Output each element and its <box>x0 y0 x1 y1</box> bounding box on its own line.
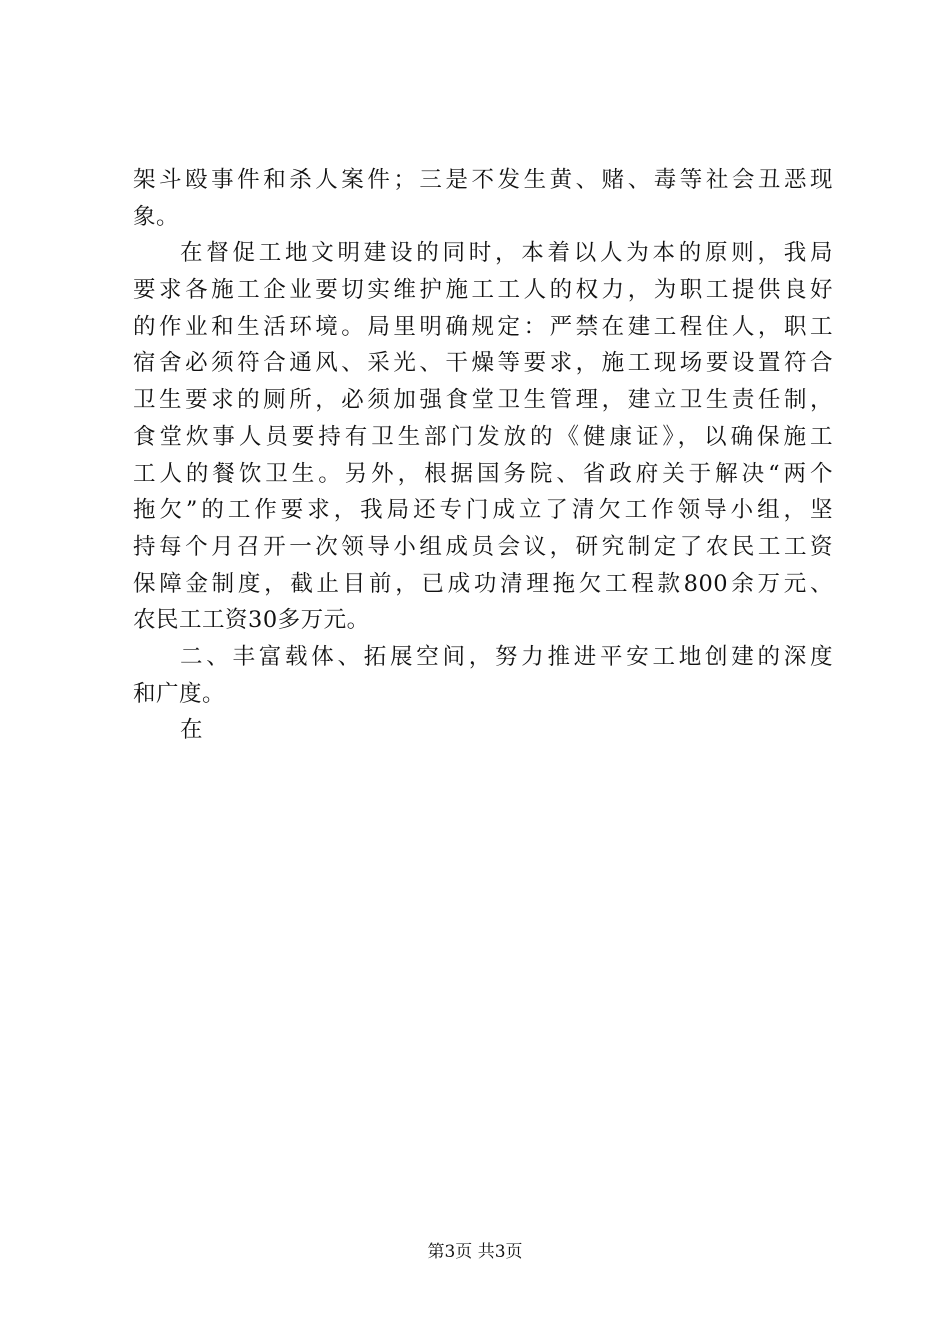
text-line: 农民工工资30多万元。 <box>133 607 370 634</box>
text-line: 要求各施工企业要切实维护施工工人的权力，为职工提供良好 <box>133 277 833 304</box>
text-line: 架斗殴事件和杀人案件；三是不发生黄、赌、毒等社会丑恶现 <box>133 167 833 193</box>
paragraph-first-line: 在 <box>180 717 204 744</box>
text-line: 持每个月召开一次领导小组成员会议，研究制定了农民工工资 <box>133 533 833 560</box>
paragraph-first-line: 在督促工地文明建设的同时，本着以人为本的原则，我局 <box>180 240 833 267</box>
text-line: 象。 <box>133 203 180 230</box>
text-line: 的作业和生活环境。局里明确规定：严禁在建工程住人，职工 <box>133 313 833 340</box>
text-line: 保障金制度，截止目前，已成功清理拖欠工程款800余万元、 <box>133 570 833 597</box>
text-line: 食堂炊事人员要持有卫生部门发放的《健康证》，以确保施工 <box>133 423 833 450</box>
text-line: 拖欠”的工作要求，我局还专门成立了清欠工作领导小组，坚 <box>133 497 833 524</box>
text-line: 工人的餐饮卫生。另外，根据国务院、省政府关于解决“两个 <box>133 460 833 487</box>
section-heading-line: 二、丰富载体、拓展空间，努力推进平安工地创建的深度 <box>180 643 833 670</box>
page-footer: 第3页 共3页 <box>427 1242 523 1262</box>
document-body <box>133 162 833 749</box>
text-line: 卫生要求的厕所，必须加强食堂卫生管理，建立卫生责任制， <box>133 387 833 414</box>
text-line: 宿舍必须符合通风、采光、干燥等要求，施工现场要设置符合 <box>133 350 833 377</box>
text-line: 和广度。 <box>133 680 226 707</box>
